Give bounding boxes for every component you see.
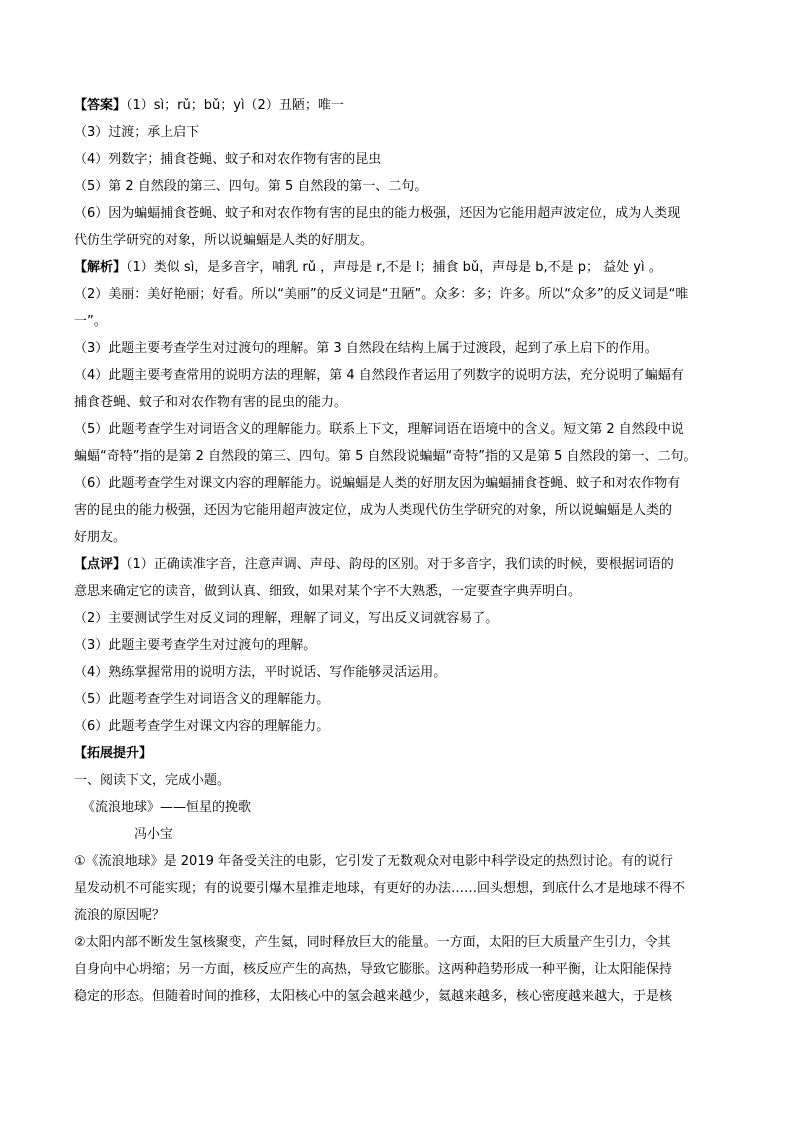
answer-line-5: （6）因为蝙蝠捕食苍蝇、蚊子和对农作物有害的昆虫的能力极强，还因为它能用超声波定位，成为人类现 — [74, 206, 681, 221]
paragraph-2-line-2: 自身向中心坍缩；另一方面，核反应产生的高热，导致它膨胀。这两种趋势形成一种平衡，让太阳能保持 — [74, 962, 673, 977]
analysis-line-3: 一”。 — [74, 314, 107, 329]
comment-line-6: （5）此题考查学生对词语含义的理解能力。 — [74, 692, 330, 707]
analysis-line-5: （4）此题主要考查常用的说明方法的理解，第 4 自然段作者运用了列数字的说明方法，充分说明了蝙蝠有 — [74, 368, 684, 383]
analysis-line-11: 好朋友。 — [74, 530, 127, 545]
comment-line-3: （2）主要测试学生对反义词的理解，理解了词义，写出反义词就容易了。 — [74, 611, 499, 626]
analysis-line-2: （2）美丽：美好艳丽；好看。所以“美丽”的反义词是“丑陋”。众多：多；许多。所以“众多”的反义词是“唯 — [74, 287, 689, 302]
article-title: 《流浪地球》——恒星的挽歌 — [82, 800, 252, 815]
answer-tag: 【答案】 — [74, 98, 127, 113]
comment-line-7: （6）此题考查学生对课文内容的理解能力。 — [74, 719, 330, 734]
paragraph-2-line-1: ②太阳内部不断发生氢核聚变，产生氦，同时释放巨大的能量。一方面，太阳的巨大质量产生引力，令其 — [74, 935, 671, 950]
paragraph-1-line-3: 流浪的原因呢？ — [74, 908, 166, 923]
reading-instruction: 一、阅读下文，完成小题。 — [74, 773, 231, 788]
analysis-line-9: （6）此题考查学生对课文内容的理解能力。说蝙蝠是人类的好朋友因为蝙蝠捕食苍蝇、蚊子和对农作物有 — [74, 476, 681, 491]
analysis-line-1: 【解析】（1）类似 sì，是多音字，哺乳 rǔ ，声母是 r,不是 l；捕食 bǔ，声母是 b,不是 p； 益处 yì 。 — [74, 260, 662, 275]
comment-line-5: （4）熟练掌握常用的说明方法，平时说话、写作能够灵活运用。 — [74, 665, 447, 680]
analysis-line-7: （5）此题考查学生对词语含义的理解能力。联系上下文，理解词语在语境中的含义。短文第 2 自然段中说 — [74, 422, 684, 437]
answer-line-1: 【答案】（1）sì；rǔ；bǔ；yì（2）丑陋；唯一 — [74, 98, 344, 113]
comment-line-4: （3）此题主要考查学生对过渡句的理解。 — [74, 638, 317, 653]
analysis-line-4: （3）此题主要考查学生对过渡句的理解。第 3 自然段在结构上属于过渡段，起到了承上启下的作用。 — [74, 341, 658, 356]
paragraph-1-line-1: ①《流浪地球》是 2019 年备受关注的电影，它引发了无数观众对电影中科学设定的热烈讨论。有的说行 — [74, 854, 674, 869]
answer-line-2: （3）过渡；承上启下 — [74, 125, 200, 140]
analysis-line-8: 蝙蝠“奇特”指的是第 2 自然段的第三、四句。第 5 自然段说蝙蝠“奇特”指的又是第 5 自然段的第一、二句。 — [74, 449, 697, 464]
comment-line-1: 【点评】（1）正确读准字音，注意声调、声母、韵母的区别。对于多音字，我们读的时候，要根据词语的 — [74, 557, 674, 572]
analysis-tag: 【解析】 — [74, 260, 127, 275]
answer-line-4: （5）第 2 自然段的第三、四句。第 5 自然段的第一、二句。 — [74, 179, 428, 194]
paragraph-1-line-2: 星发动机不可能实现；有的说要引爆木星推走地球，有更好的办法……回头想想，到底什么才是地球不得不 — [74, 881, 686, 896]
comment-tag: 【点评】 — [74, 557, 127, 572]
analysis-line-10: 害的昆虫的能力极强，还因为它能用超声波定位，成为人类现代仿生学研究的对象，所以说蝙蝠是人类的 — [74, 503, 673, 518]
document-page — [74, 92, 724, 1010]
article-author: 冯小宝 — [134, 827, 174, 842]
analysis-line-6: 捕食苍蝇、蚊子和对农作物有害的昆虫的能力。 — [74, 395, 348, 410]
comment-line-2: 意思来确定它的读音，做到认真、细致，如果对某个字不大熟悉，一定要查字典弄明白。 — [74, 584, 582, 599]
paragraph-2-line-3: 稳定的形态。但随着时间的推移，太阳核心中的氢会越来越少，氦越来越多，核心密度越来越大，于是核 — [74, 989, 673, 1004]
answer-line-6: 代仿生学研究的对象，所以说蝙蝠是人类的好朋友。 — [74, 233, 374, 248]
answer-line-3: （4）列数字；捕食苍蝇、蚊子和对农作物有害的昆虫 — [74, 152, 382, 167]
extension-heading: 【拓展提升】 — [74, 746, 153, 761]
